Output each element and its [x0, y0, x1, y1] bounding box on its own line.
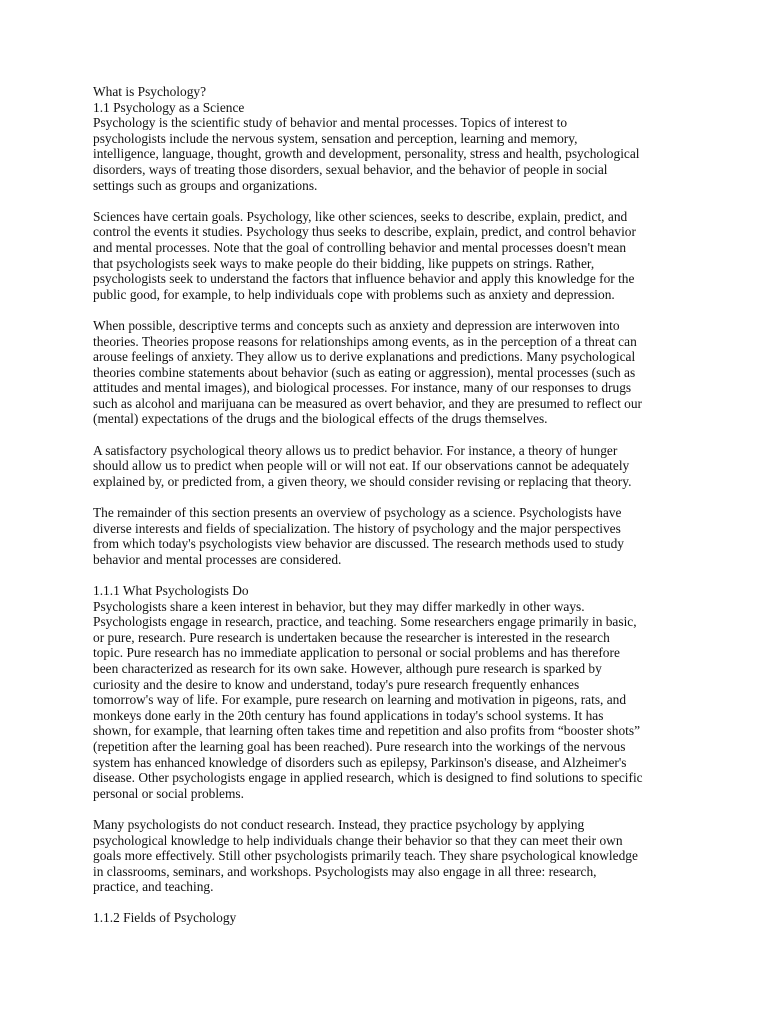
section-heading-1-1: 1.1 Psychology as a Science [93, 99, 245, 115]
paragraph-line: and mental processes. Note that the goal of controlling behavior and mental processes doesn't mean [93, 239, 627, 255]
paragraph-6 [93, 599, 709, 802]
paragraph-line: (repetition after the learning goal has been reached). Pure research into the workings of the nervous [93, 738, 626, 754]
paragraph-line: diverse interests and fields of specialization. The history of psychology and the major perspectives [93, 520, 621, 536]
paragraph-line: monkeys done early in the 20th century has found applications in today's school systems. It has [93, 707, 604, 723]
paragraph-line: psychologists seek to understand the factors that influence behavior and apply this knowledge for the [93, 271, 635, 287]
paragraph-line: public good, for example, to help individuals cope with problems such as anxiety and depression. [93, 286, 615, 302]
paragraph-line: arouse feelings of anxiety. They allow us to derive explanations and predictions. Many psychological [93, 349, 636, 365]
paragraph-5 [93, 505, 709, 567]
paragraph-line: (mental) expectations of the drugs and the biological effects of the drugs themselves. [93, 411, 548, 427]
paragraph-4 [93, 443, 709, 490]
paragraph-line: system has enhanced knowledge of disorders such as epilepsy, Parkinson's disease, and Alzheimer's [93, 754, 627, 770]
paragraph-line: topic. Pure research has no immediate application to personal or social problems and has therefore [93, 645, 620, 661]
document-page [93, 84, 709, 926]
paragraph-line: control the events it studies. Psychology thus seeks to describe, explain, predict, and control behavior [93, 224, 636, 240]
paragraph-line: When possible, descriptive terms and concepts such as anxiety and depression are interwoven into [93, 317, 620, 333]
paragraph-line: theories combine statements about behavior (such as eating or aggression), mental processes (such as [93, 364, 636, 380]
paragraph-line: explained by, or predicted from, a given theory, we should consider revising or replacing that theory. [93, 473, 632, 489]
paragraph-7 [93, 817, 709, 895]
paragraph-line: should allow us to predict when people will or will not eat. If our observations cannot be adequately [93, 458, 630, 474]
paragraph-line: Psychologists engage in research, practice, and teaching. Some researchers engage primarily in basic, [93, 614, 637, 630]
document-title: What is Psychology? [93, 84, 207, 99]
paragraph-line: intelligence, language, thought, growth and development, personality, stress and health, psychological [93, 146, 640, 162]
paragraph-line: Many psychologists do not conduct research. Instead, they practice psychology by applying [93, 816, 585, 832]
paragraph-line: Psychologists share a keen interest in behavior, but they may differ markedly in other ways. [93, 598, 585, 614]
paragraph-line: disease. Other psychologists engage in applied research, which is designed to find solutions to specific [93, 770, 643, 786]
paragraph-line: settings such as groups and organizations. [93, 177, 318, 193]
paragraph-1 [93, 115, 709, 193]
paragraph-3 [93, 318, 709, 427]
paragraph-line: theories. Theories propose reasons for relationships among events, as in the perception of a threat can [93, 333, 637, 349]
paragraph-line: attitudes and mental images), and biological processes. For instance, many of our responses to drugs [93, 380, 632, 396]
paragraph-line: in classrooms, seminars, and workshops. Psychologists may also engage in all three: research, [93, 863, 597, 879]
paragraph-line: psychological knowledge to help individuals change their behavior so that they can meet their own [93, 832, 623, 848]
paragraph-line: from which today's psychologists view behavior are discussed. The research methods used to study [93, 536, 624, 552]
section-heading-1-1-2: 1.1.2 Fields of Psychology [93, 910, 237, 926]
paragraph-line: practice, and teaching. [93, 879, 214, 895]
paragraph-line: shown, for example, that learning often takes time and repetition and also profits from “booster shots” [93, 723, 641, 739]
paragraph-2 [93, 209, 709, 303]
paragraph-line: curiosity and the desire to know and understand, today's pure research frequently enhances [93, 676, 580, 692]
paragraph-line: been characterized as research for its own sake. However, although pure research is sparked by [93, 660, 602, 676]
paragraph-line: A satisfactory psychological theory allows us to predict behavior. For instance, a theory of hunger [93, 442, 618, 458]
paragraph-line: personal or social problems. [93, 785, 244, 801]
paragraph-line: psychologists include the nervous system, sensation and perception, learning and memory, [93, 130, 578, 146]
paragraph-line: Sciences have certain goals. Psychology, like other sciences, seeks to describe, explain, predict, and [93, 208, 628, 224]
paragraph-line: disorders, ways of treating those disorders, sexual behavior, and the behavior of people in social [93, 161, 608, 177]
paragraph-line: that psychologists seek ways to make people do their bidding, like puppets on strings. Rather, [93, 255, 595, 271]
paragraph-line: or pure, research. Pure research is undertaken because the researcher is interested in the research [93, 629, 610, 645]
paragraph-line: Psychology is the scientific study of behavior and mental processes. Topics of interest to [93, 115, 568, 131]
paragraph-line: goals more effectively. Still other psychologists primarily teach. They share psychological knowledge [93, 848, 638, 864]
paragraph-line: tomorrow's way of life. For example, pure research on learning and motivation in pigeons, rats, and [93, 692, 627, 708]
paragraph-line: such as alcohol and marijuana can be measured as overt behavior, and they are presumed to reflect our [93, 395, 642, 411]
paragraph-line: The remainder of this section presents an overview of psychology as a science. Psychologists have [93, 505, 622, 521]
section-heading-1-1-1: 1.1.1 What Psychologists Do [93, 583, 249, 598]
paragraph-line: behavior and mental processes are considered. [93, 551, 342, 567]
